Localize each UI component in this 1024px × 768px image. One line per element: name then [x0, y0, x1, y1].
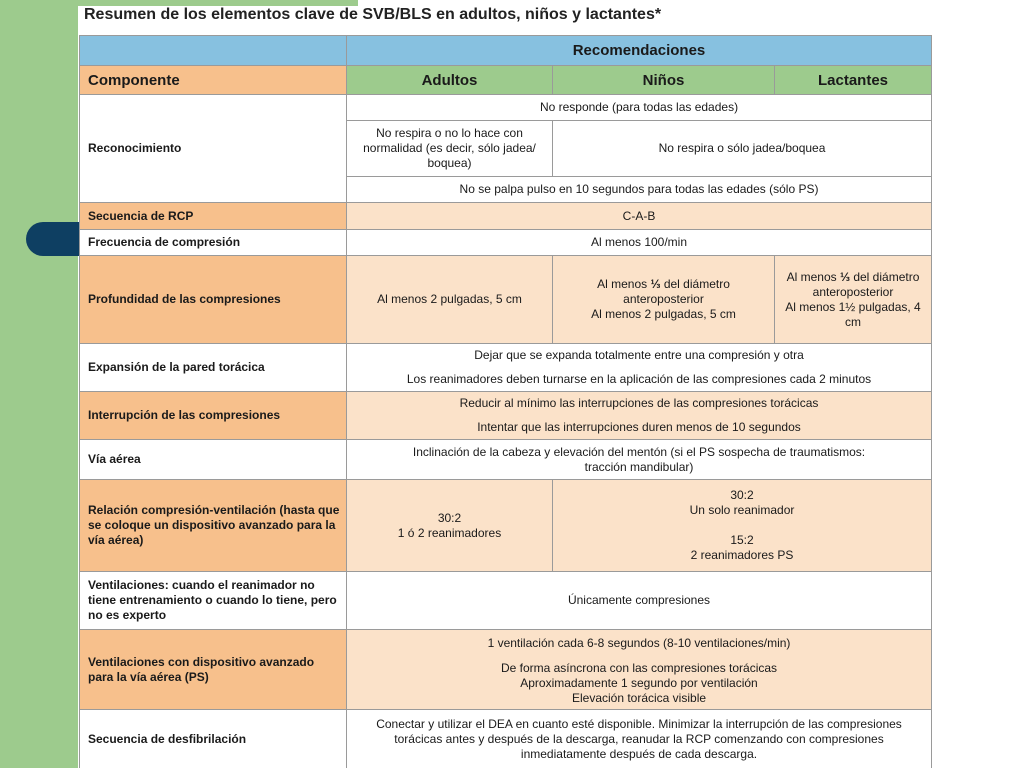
profundidad-children-post: del diámetro anteroposterior [623, 277, 730, 306]
cell-ventilaciones-dispositivo-line1: 1 ventilación cada 6-8 segundos (8-10 ventilaciones/min) [347, 630, 932, 658]
profundidad-infants-post: del diámetro anteroposterior [812, 269, 920, 299]
cell-secuencia-rcp: C-A-B [347, 203, 932, 230]
component-via-aerea: Vía aérea [80, 440, 347, 480]
component-ventilaciones-dispositivo: Ventilaciones con dispositivo avanzado para la vía aérea (PS) [80, 630, 347, 710]
table-row-reconocimiento-1 [80, 95, 932, 121]
header-ninos: Niños [553, 66, 775, 95]
table-row-ventilaciones-dispositivo-1 [80, 630, 932, 658]
relacion-ci-rescuers-1: Un solo reanimador [689, 503, 795, 517]
header-componente: Componente [80, 66, 347, 95]
cell-profundidad-adults: Al menos 2 pulgadas, 5 cm [347, 256, 553, 344]
cell-desfibrilacion: Conectar y utilizar el DEA en cuanto esté disponible. Minimizar la interrupción de las compresiones torácicas antes y después de la descarga, reanudar la RCP comenzando con compresiones inmediatamente después de cada descarga. [347, 710, 932, 768]
component-reconocimiento: Reconocimiento [80, 95, 347, 203]
slide-tab-marker [26, 222, 86, 256]
component-profundidad: Profundidad de las compresiones [80, 256, 347, 344]
relacion-adults-rescuers: 1 ó 2 reanimadores [397, 525, 502, 540]
cell-reconocimiento-all-ages: No responde (para todas las edades) [347, 95, 932, 121]
relacion-ci-rescuers-2: 2 reanimadores PS [690, 548, 794, 562]
table-row-desfibrilacion [80, 710, 932, 768]
ventilaciones-dispositivo-line3: Aproximadamente 1 segundo por ventilación [520, 675, 758, 690]
table-row-secuencia-rcp [80, 203, 932, 230]
table-row-frecuencia [80, 230, 932, 256]
profundidad-children-fraction: ⅓ [650, 277, 661, 291]
component-interrupcion: Interrupción de las compresiones [80, 392, 347, 440]
cell-relacion-children-infants [553, 480, 932, 572]
ventilaciones-dispositivo-line4: Elevación torácica visible [571, 690, 707, 705]
component-relacion: Relación compresión-ventilación (hasta que se coloque un dispositivo avanzado para la vía aérea) [80, 480, 347, 572]
profundidad-children-line2: Al menos 2 pulgadas, 5 cm [591, 307, 736, 321]
profundidad-infants-fraction: ⅓ [839, 269, 850, 284]
cell-profundidad-children [553, 256, 775, 344]
relacion-ci-ratio-1: 30:2 [730, 488, 754, 502]
component-expansion: Expansión de la pared torácica [80, 344, 347, 392]
table-header-row-1 [80, 36, 932, 66]
header-recomendaciones: Recomendaciones [347, 36, 932, 66]
profundidad-infants-line2: Al menos 1½ pulgadas, 4 cm [785, 299, 921, 329]
cell-reconocimiento-pulse: No se palpa pulso en 10 segundos para todas las edades (sólo PS) [347, 177, 932, 203]
table-row-via-aerea [80, 440, 932, 480]
profundidad-infants-pre: Al menos [786, 269, 840, 284]
cell-profundidad-infants [775, 256, 932, 344]
header-lactantes: Lactantes [775, 66, 932, 95]
left-green-sidebar [0, 0, 78, 768]
table-row-expansion-1 [80, 344, 932, 368]
component-ventilaciones-sin: Ventilaciones: cuando el reanimador no tiene entrenamiento o cuando lo tiene, pero no es experto [80, 572, 347, 630]
cell-frecuencia: Al menos 100/min [347, 230, 932, 256]
page-title: Resumen de los elementos clave de SVB/BLS en adultos, niños y lactantes* [84, 6, 662, 23]
table-row-ventilaciones-sin [80, 572, 932, 630]
profundidad-children-pre: Al menos [597, 277, 651, 291]
cell-reconocimiento-adults: No respira o no lo hace con normalidad (es decir, sólo jadea/ boquea) [347, 121, 553, 177]
ventilaciones-dispositivo-line2: De forma asíncrona con las compresiones torácicas [500, 660, 778, 675]
cell-ventilaciones-dispositivo-details [347, 658, 932, 710]
header-adultos: Adultos [347, 66, 553, 95]
cell-expansion-line2: Los reanimadores deben turnarse en la aplicación de las compresiones cada 2 minutos [347, 368, 932, 392]
table-row-profundidad [80, 256, 932, 344]
relacion-ci-ratio-2: 15:2 [730, 533, 754, 547]
cell-interrupcion-line1: Reducir al mínimo las interrupciones de las compresiones torácicas [347, 392, 932, 416]
cell-via-aerea: Inclinación de la cabeza y elevación del mentón (si el PS sospecha de traumatismos: tracción mandibular) [347, 440, 932, 480]
relacion-adults-ratio: 30:2 [437, 510, 462, 525]
table-header-row-2 [80, 66, 932, 95]
component-secuencia-rcp: Secuencia de RCP [80, 203, 347, 230]
cell-ventilaciones-sin: Únicamente compresiones [347, 572, 932, 630]
component-desfibrilacion: Secuencia de desfibrilación [80, 710, 347, 768]
table-row-interrupcion-1 [80, 392, 932, 416]
component-frecuencia: Frecuencia de compresión [80, 230, 347, 256]
cell-relacion-adults [347, 480, 553, 572]
header-blank-cell [80, 36, 347, 66]
cell-interrupcion-line2: Intentar que las interrupciones duren menos de 10 segundos [347, 416, 932, 440]
cell-expansion-line1: Dejar que se expanda totalmente entre una compresión y otra [347, 344, 932, 368]
bls-summary-table [79, 35, 932, 768]
cell-reconocimiento-children-infants: No respira o sólo jadea/boquea [553, 121, 932, 177]
table-row-relacion [80, 480, 932, 572]
